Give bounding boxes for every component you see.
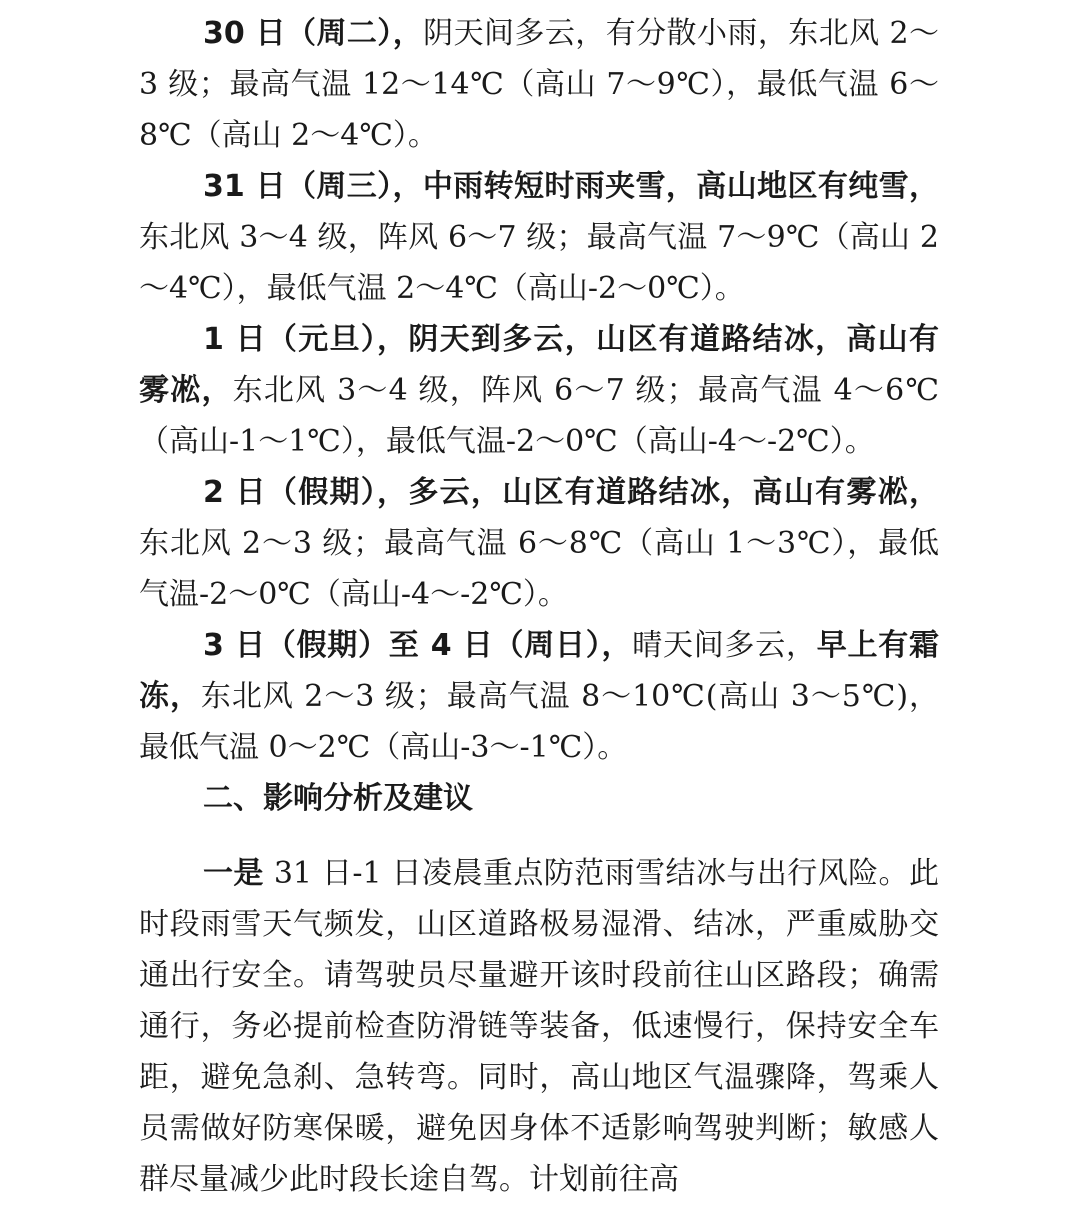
document-body — [139, 8, 939, 1205]
forecast-day-31-headline: 31 日（周三），中雨转短时雨夹雪，高山地区有纯雪， — [203, 169, 939, 204]
forecast-day-3-4-headline: 3 日（假期）至 4 日（周日）， — [203, 628, 633, 663]
forecast-day-3-4-details: 东北风 2～3 级；最高气温 8～10℃(高山 3～5℃)，最低气温 0～2℃（高山-3～-1℃）。 — [139, 679, 940, 765]
forecast-day-30 — [139, 8, 939, 161]
forecast-day-2-details: 东北风 2～3 级；最高气温 6～8℃（高山 1～3℃），最低气温-2～0℃（高山-4～-2℃）。 — [139, 526, 939, 612]
forecast-day-3-4 — [139, 620, 939, 773]
forecast-day-1-headline: 1 日（元旦），阴天到多云，山区有道路结冰，高山有雾凇， — [139, 322, 939, 408]
advice-paragraph — [139, 848, 939, 1205]
forecast-day-2 — [139, 467, 939, 620]
forecast-day-30-details: 阴天间多云，有分散小雨，东北风 2～3 级；最高气温 12～14℃（高山 7～9℃），最低气温 6～8℃（高山 2～4℃）。 — [139, 16, 939, 153]
advice-text: 31 日-1 日凌晨重点防范雨雪结冰与出行风险。此时段雨雪天气频发，山区道路极易湿滑、结冰，严重威胁交通出行安全。请驾驶员尽量避开该时段前往山区路段；确需通行，务必提前检查防滑链等装备，低速慢行，保持安全车距，避免急刹、急转弯。同时，高山地区气温骤降，驾乘人员需做好防寒保暖，避免因身体不适影响驾驶判断；敏感人群尽量减少此时段长途自驾。计划前往高 — [139, 856, 939, 1197]
forecast-day-3-4-sky: 晴天间多云， — [632, 628, 817, 663]
section-heading: 二、影响分析及建议 — [203, 781, 473, 816]
forecast-day-30-headline: 30 日（周二）， — [203, 16, 424, 51]
forecast-day-2-headline: 2 日（假期），多云，山区有道路结冰，高山有雾凇， — [203, 475, 939, 510]
forecast-day-31-details: 东北风 3～4 级，阵风 6～7 级；最高气温 7～9℃（高山 2～4℃），最低气温 2～4℃（高山-2～0℃）。 — [139, 220, 939, 306]
advice-lead: 一是 — [203, 856, 264, 891]
forecast-day-31 — [139, 161, 939, 314]
forecast-day-3-4-frost: 早上有霜冻， — [139, 628, 940, 714]
forecast-day-1-details: 东北风 3～4 级，阵风 6～7 级；最高气温 4～6℃（高山-1～1℃），最低气温-2～0℃（高山-4～-2℃）。 — [139, 373, 939, 459]
forecast-day-1 — [139, 314, 939, 467]
